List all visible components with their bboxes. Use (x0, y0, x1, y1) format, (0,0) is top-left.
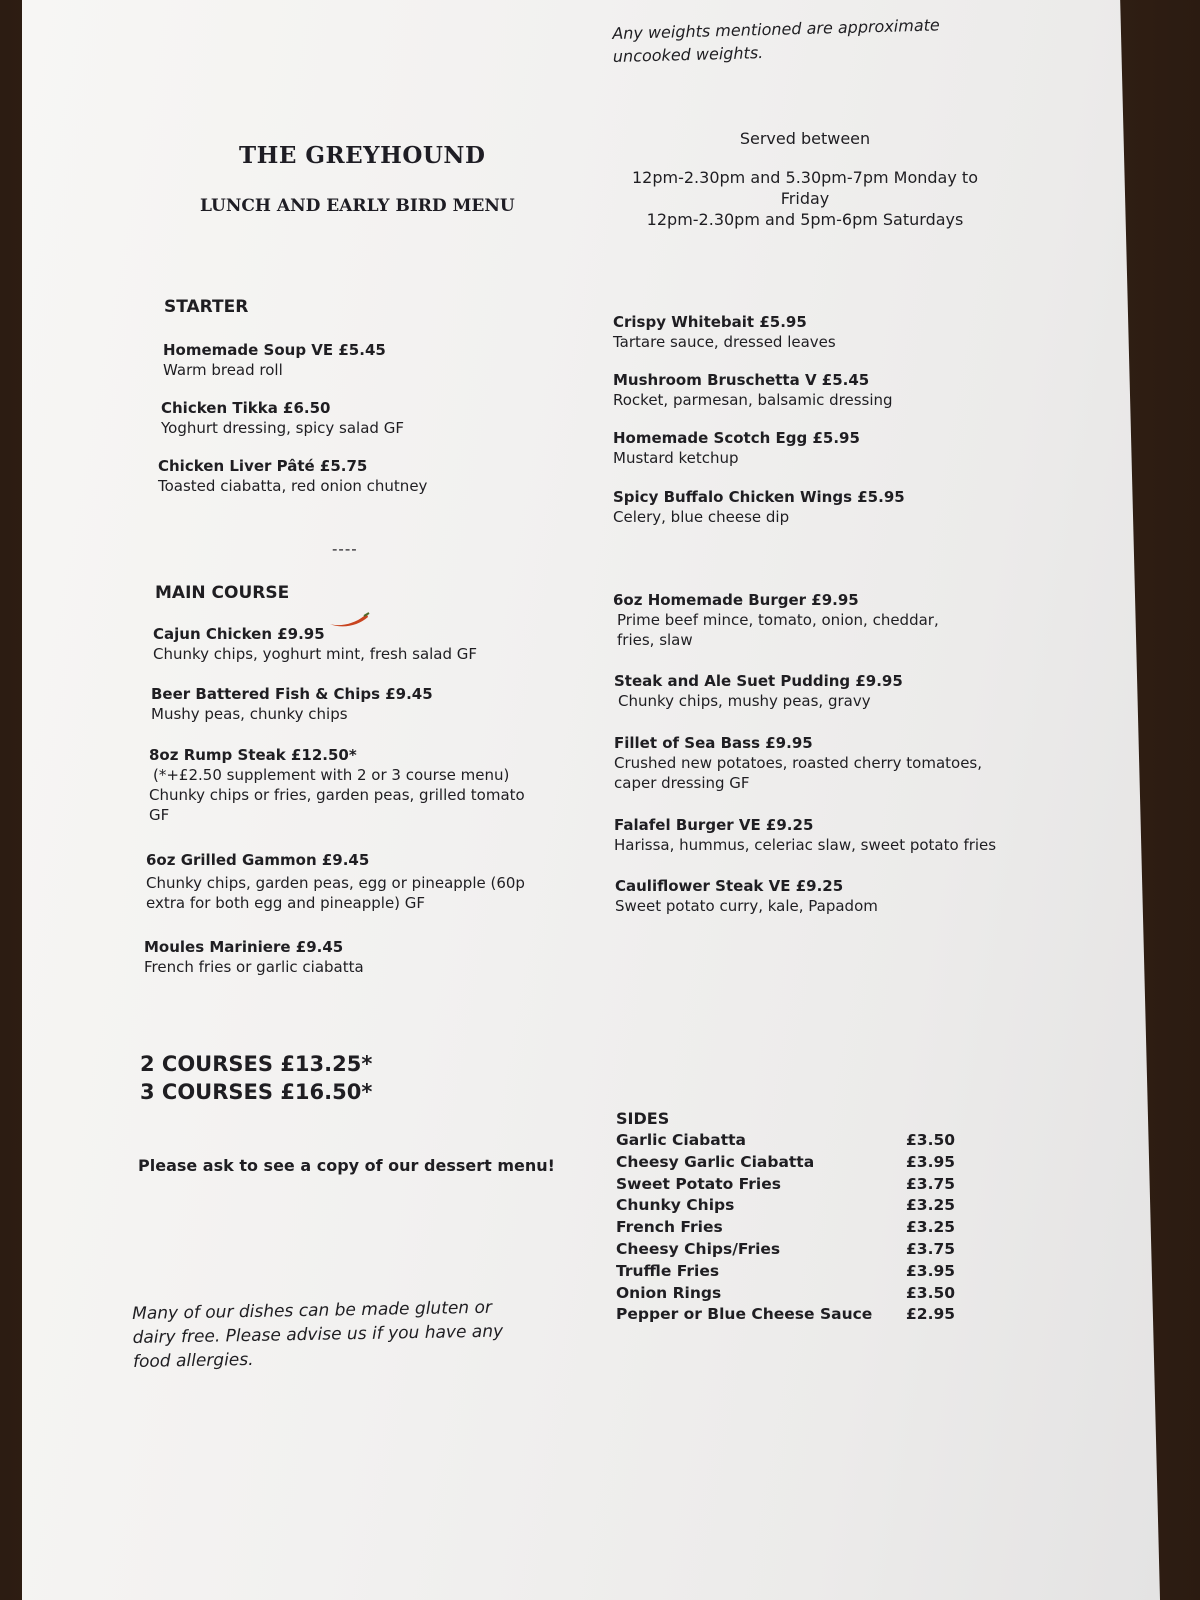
main-course-heading: MAIN COURSE (155, 583, 290, 603)
item-desc: Tartare sauce, dressed leaves (613, 333, 836, 351)
item-name: Beer Battered Fish & Chips £9.45 (151, 685, 433, 703)
item-desc: Chunky chips, yoghurt mint, fresh salad GF (153, 645, 478, 663)
side-row (616, 1261, 956, 1283)
item-name: Steak and Ale Suet Pudding £9.95 (614, 672, 903, 690)
side-row (616, 1283, 956, 1305)
item-desc: GF (149, 806, 170, 824)
starter-item (158, 456, 427, 496)
side-name: Pepper or Blue Cheese Sauce (616, 1305, 873, 1324)
item-name: Cajun Chicken £9.95 (153, 625, 325, 643)
side-name: Cheesy Garlic Ciabatta (616, 1152, 815, 1171)
dessert-note: Please ask to see a copy of our dessert menu! (138, 1156, 555, 1175)
side-price: £3.95 (906, 1152, 956, 1171)
item-desc: Rocket, parmesan, balsamic dressing (613, 391, 893, 409)
item-name: Falafel Burger VE £9.25 (614, 816, 814, 834)
side-row (616, 1195, 956, 1217)
item-desc: Yoghurt dressing, spicy salad GF (161, 419, 404, 437)
side-name: Garlic Ciabatta (616, 1131, 747, 1149)
side-row (616, 1304, 956, 1326)
side-row (616, 1152, 956, 1174)
side-name: Cheesy Chips/Fries (616, 1239, 781, 1258)
item-name: Cauliflower Steak VE £9.25 (615, 877, 844, 895)
side-name: Onion Rings (616, 1283, 722, 1302)
restaurant-title: THE GREYHOUND (239, 142, 486, 169)
side-name: Sweet Potato Fries (616, 1174, 781, 1193)
side-price: £2.95 (906, 1305, 956, 1324)
starter-item (613, 312, 836, 352)
served-saturday: 12pm-2.30pm and 5pm-6pm Saturdays (646, 210, 964, 229)
side-price: £3.95 (906, 1261, 956, 1280)
served-heading: Served between (739, 129, 871, 148)
main-item (146, 850, 525, 913)
section-divider: ---- (332, 540, 358, 558)
side-price: £3.75 (906, 1174, 956, 1193)
side-row (616, 1217, 956, 1239)
main-item (613, 590, 939, 650)
item-name: Chicken Liver Pâté £5.75 (158, 457, 368, 475)
item-name: 6oz Homemade Burger £9.95 (613, 591, 859, 609)
starter-item (613, 428, 860, 468)
starter-heading: STARTER (164, 297, 249, 317)
main-item (144, 937, 364, 977)
main-item (614, 815, 996, 855)
side-price: £3.50 (906, 1283, 956, 1302)
two-course-price: 2 COURSES £13.25* (140, 1052, 373, 1076)
item-desc: Mustard ketchup (613, 449, 739, 467)
menu-subtitle: LUNCH AND EARLY BIRD MENU (200, 196, 515, 216)
item-desc: Chunky chips or fries, garden peas, grilled tomato (149, 786, 525, 804)
side-price: £3.50 (906, 1131, 956, 1149)
item-desc: Prime beef mince, tomato, onion, cheddar, (617, 611, 939, 629)
item-desc: Chunky chips, garden peas, egg or pineapple (60p (146, 874, 525, 892)
starter-item (161, 398, 404, 438)
main-item (151, 684, 433, 724)
weights-note: Any weights mentioned are approximate uncooked weights. (612, 15, 940, 66)
three-course-price: 3 COURSES £16.50* (140, 1080, 373, 1104)
sides-section (616, 1108, 956, 1326)
side-row (616, 1174, 956, 1196)
item-desc: Warm bread roll (163, 361, 283, 379)
main-item (153, 624, 477, 664)
side-name: Truffle Fries (616, 1261, 720, 1280)
item-name: Moules Mariniere £9.45 (144, 938, 344, 956)
item-name: Chicken Tikka £6.50 (161, 399, 331, 417)
item-desc: Crushed new potatoes, roasted cherry tomatoes, (614, 754, 983, 772)
item-desc: Toasted ciabatta, red onion chutney (158, 477, 428, 495)
item-desc: caper dressing GF (614, 774, 750, 792)
main-item (615, 876, 878, 916)
item-desc: Celery, blue cheese dip (613, 508, 790, 526)
serving-times (620, 128, 990, 230)
item-desc: extra for both egg and pineapple) GF (146, 894, 426, 912)
item-desc: Harissa, hummus, celeriac slaw, sweet potato fries (614, 836, 997, 854)
item-desc: French fries or garlic ciabatta (144, 958, 364, 976)
item-desc: Mushy peas, chunky chips (151, 705, 348, 723)
side-row (616, 1130, 956, 1152)
item-desc: Sweet potato curry, kale, Papadom (615, 897, 878, 915)
course-prices (140, 1050, 372, 1106)
item-name: Mushroom Bruschetta V £5.45 (613, 371, 870, 389)
side-price: £3.25 (906, 1218, 956, 1237)
item-name: Crispy Whitebait £5.95 (613, 313, 807, 331)
side-name: French Fries (616, 1218, 723, 1237)
item-name: Homemade Soup VE £5.45 (163, 341, 386, 359)
side-row (616, 1239, 956, 1261)
main-item (149, 745, 525, 825)
served-weekday: 12pm-2.30pm and 5.30pm-7pm Monday to Friday (632, 168, 978, 208)
main-item (614, 671, 903, 711)
allergy-note: Many of our dishes can be made gluten or dairy free. Please advise us if you have any food allergies. (132, 1297, 504, 1372)
side-name: Chunky Chips (616, 1196, 735, 1215)
starter-item (613, 370, 893, 410)
item-name: 6oz Grilled Gammon £9.45 (146, 851, 370, 869)
item-desc: fries, slaw (617, 631, 693, 649)
main-item (614, 733, 982, 793)
sides-heading: SIDES (616, 1109, 670, 1128)
item-name: 8oz Rump Steak £12.50* (149, 746, 357, 764)
item-name: Fillet of Sea Bass £9.95 (614, 734, 813, 752)
side-price: £3.75 (906, 1239, 956, 1258)
side-price: £3.25 (906, 1196, 956, 1215)
item-name: Homemade Scotch Egg £5.95 (613, 429, 860, 447)
starter-item (163, 340, 386, 380)
supplement-note: (*+£2.50 supplement with 2 or 3 course menu) (153, 766, 510, 784)
item-name: Spicy Buffalo Chicken Wings £5.95 (613, 488, 905, 506)
item-desc: Chunky chips, mushy peas, gravy (618, 692, 871, 710)
starter-item (613, 487, 905, 527)
